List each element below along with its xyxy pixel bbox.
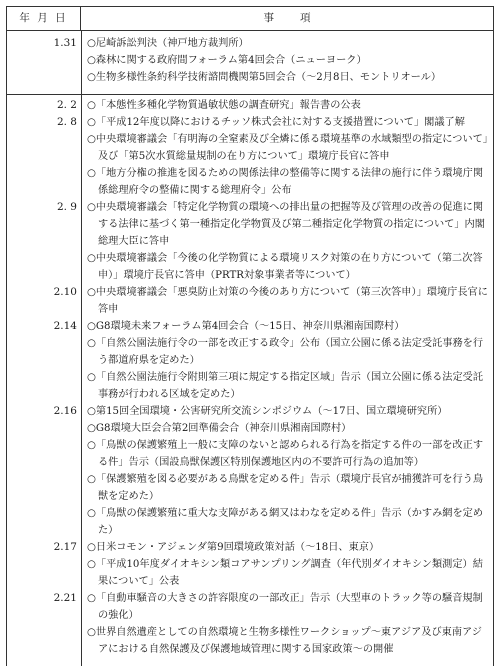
date-column-header: 年 月 日	[7, 7, 81, 30]
row-date: 2. 9	[56, 201, 77, 213]
table-row	[7, 539, 493, 590]
table-row	[7, 318, 493, 403]
row-date: 2.16	[53, 405, 77, 417]
table-row	[7, 114, 493, 199]
table-row	[7, 284, 493, 318]
list-item: ○G8環境未来フォーラム第4回会合（〜15日、神奈川県湘南国際村）	[87, 321, 405, 332]
table-row	[7, 590, 493, 658]
list-item: ○生物多様性条約科学技術諮問機関第5回会合（〜2月8日、モントリオール）	[87, 72, 442, 83]
row-date: 2. 2	[56, 99, 77, 111]
list-item: ○G8環境大臣会合第2回準備会合（神奈川県湘南国際村）	[87, 423, 352, 434]
row-date: 2.10	[53, 286, 77, 298]
section-separator	[7, 94, 493, 95]
section-february	[7, 97, 493, 658]
list-item: ○「本態性多種化学物質過敏状態の調査研究」報告書の公表	[87, 100, 361, 111]
list-item: ○「鳥獣の保護繁殖上一般に支障のないと認められる行為を指定する件の一部を改正する件」告示（国設鳥獣保護区特別保護地区内の不要許可行為の追加等）	[87, 440, 484, 468]
list-item: ○中央環境審議会「今後の化学物質による環境リスク対策の在り方について（第二次答申）」環境庁長官に答申（PRTR対象事業者等について）	[87, 253, 483, 281]
list-item: ○「地方分権の推進を図るための関係法律の整備等に関する法律の施行に伴う環境庁関係総理府令の整備に関する総理府令」公布	[87, 168, 484, 196]
table-row	[7, 199, 493, 284]
table-header	[7, 7, 493, 31]
list-item: ○中央環境審議会「特定化学物質の環境への排出量の把握等及び管理の改善の促進に関する法律に基づく第一種指定化学物質及び第二種指定化学物質の指定について」内閣総理大臣に答申	[87, 202, 485, 247]
list-item: ○「自然公園法施行令の一部を改正する政令」公布（国立公園に係る法定受託事務を行う都道府県を定めた）	[87, 338, 484, 366]
list-item: ○第15回全国環境・公害研究所交流シンポジウム（〜17日、国立環境研究所）	[87, 406, 448, 417]
table-row	[7, 97, 493, 114]
table-row	[7, 35, 493, 86]
row-date: 2. 8	[56, 116, 77, 128]
list-item: ○「保護繁殖を図る必要がある鳥獣を定める件」告示（環境庁長官が捕獲許可を行う鳥獣を定めた）	[87, 474, 484, 502]
list-item: ○「自然公園法施行令附則第三項に規定する指定区域」告示（国立公園に係る法定受託事務が行われる区域を定めた）	[87, 372, 484, 400]
list-item: ○中央環境審議会「有明海の全窒素及び全燐に係る環境基準の水域類型の指定について」及び「第5次水質総量規制の在り方について」環境庁長官に答申	[87, 134, 488, 162]
item-column-header: 事項	[263, 12, 337, 24]
table-row	[7, 403, 493, 539]
list-item: ○「平成10年度ダイオキシン類コアサンプリング調査（年代別ダイオキシン類測定）結果について」公表	[87, 559, 483, 587]
row-date: 2.17	[53, 541, 77, 553]
section-january	[7, 35, 493, 86]
row-date: 2.14	[53, 320, 77, 332]
chronology-table	[6, 6, 494, 666]
list-item: ○「鳥獣の保護繁殖に重大な支障がある網又はわなを定める件」告示（かすみ網を定めた）	[87, 508, 484, 536]
row-date: 2.21	[53, 592, 77, 604]
list-item: ○日米コモン・アジェンダ第9回環境政策対話（〜18日、東京）	[87, 542, 380, 553]
row-date: 1.31	[53, 37, 77, 49]
list-item: ○尼崎訴訟判決（神戸地方裁判所）	[87, 38, 249, 49]
list-item: ○森林に関する政府間フォーラム第4回会合（ニューヨーク）	[87, 55, 367, 66]
list-item: ○「平成12年度以降におけるチッソ株式会社に対する支援措置について」閣議了解	[87, 117, 465, 128]
list-item: ○中央環境審議会「悪臭防止対策の今後のあり方について（第三次答申）」環境庁長官に答申	[87, 287, 488, 315]
list-item: ○「自動車騒音の大きさの許容限度の一部改正」告示（大型車のトラック等の騒音規制の強化）	[87, 593, 483, 621]
list-item: ○世界自然遺産としての自然環境と生物多様性ワークショップ〜東アジア及び東南アジアにおける自然保護及び保護地域管理に関する国家政策〜の開催	[87, 627, 482, 655]
